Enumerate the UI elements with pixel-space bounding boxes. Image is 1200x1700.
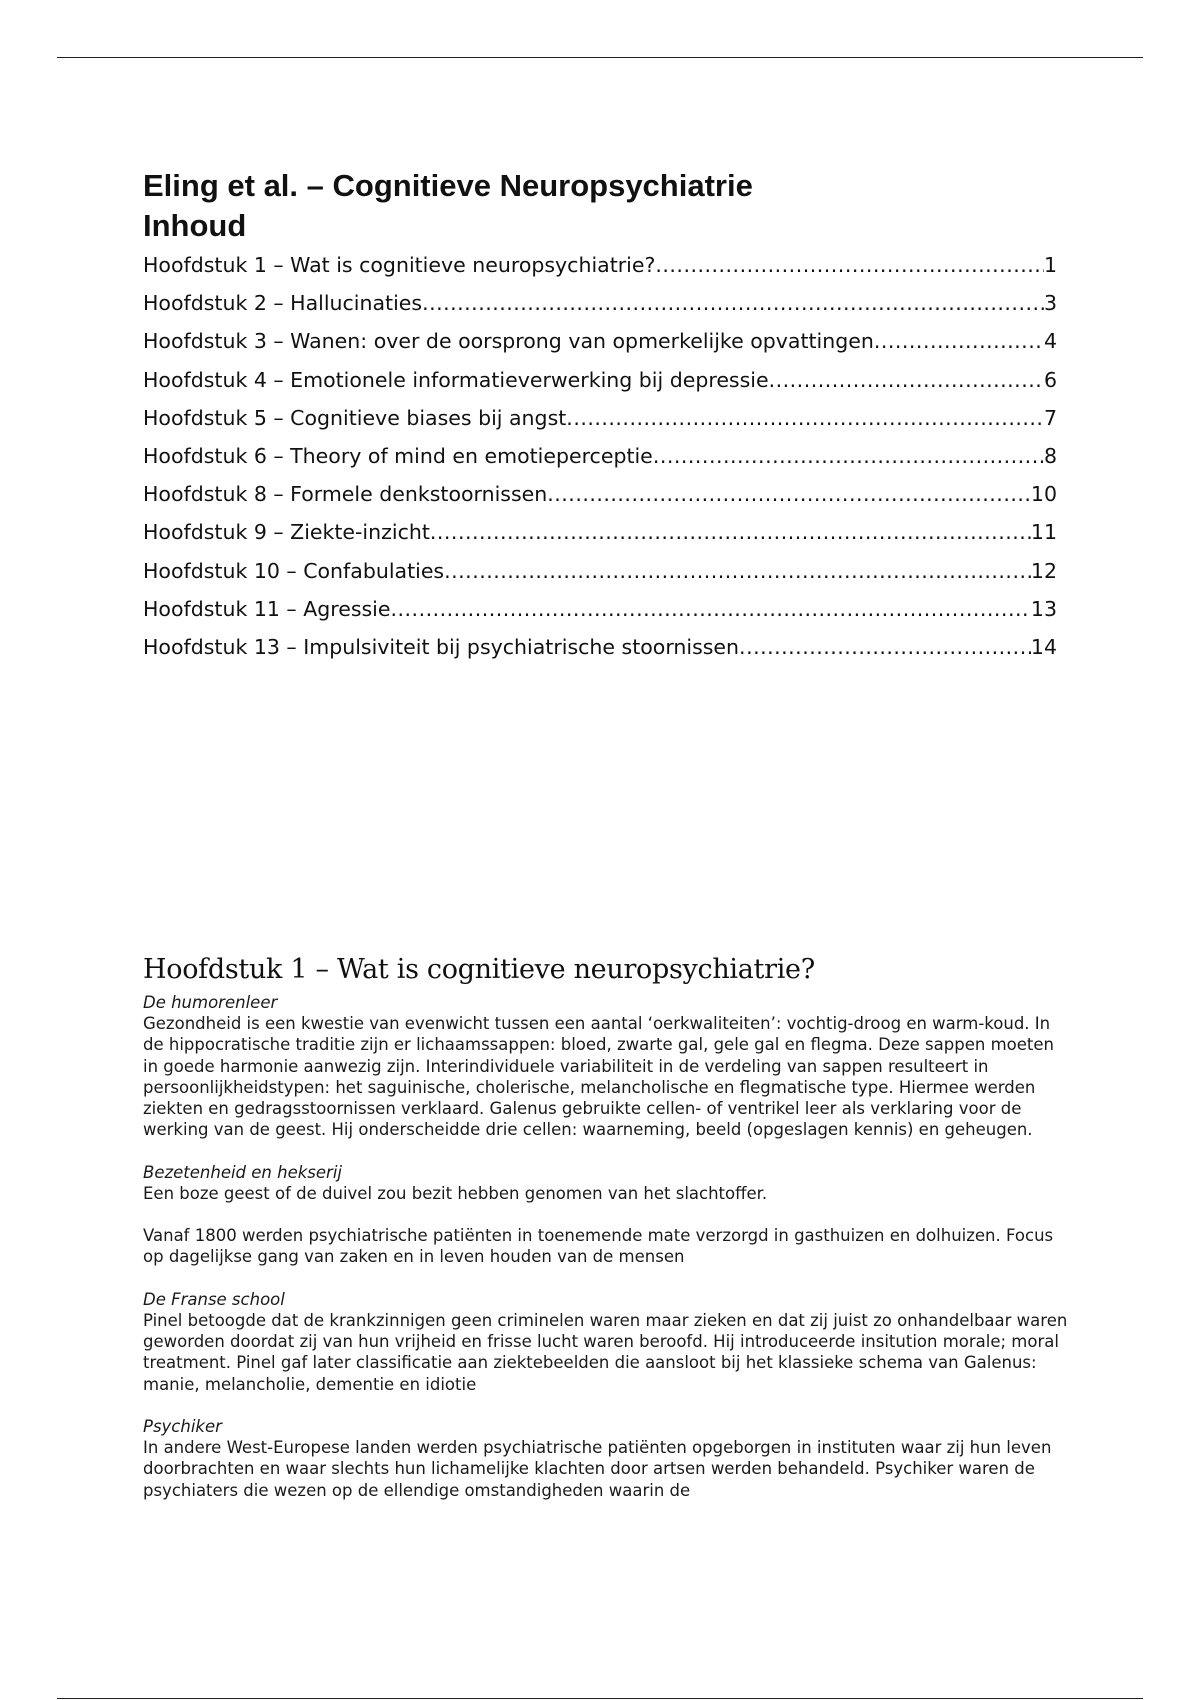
toc-leader-dots	[547, 482, 1031, 506]
section-subheading: De Franse school	[143, 1289, 285, 1309]
toc-entry-page: 12	[1030, 558, 1057, 583]
section-franse-school	[143, 1289, 1073, 1395]
toc-entry[interactable]	[143, 635, 1057, 673]
section-psychiker	[143, 1416, 1073, 1501]
toc-entry-page: 8	[1043, 443, 1057, 468]
toc-entry-page: 13	[1030, 596, 1057, 621]
toc-entry-page: 11	[1030, 520, 1057, 545]
toc-entry[interactable]	[143, 406, 1057, 444]
section-paragraph: Pinel betoogde dat de krankzinnigen geen criminelen waren maar zieken en dat zij juist zo onhandelbaar waren geworden doordat zij van hun vrijheid en frisse lucht waren beroofd. Hij introduceerde insitution morale; moral treatment. Pinel gaf later classificatie aan ziektebeelden die aansloot bij het klassieke schema van Galenus: manie, melancholie, dementie en idiotie	[143, 1311, 1068, 1394]
toc-leader-dots	[874, 329, 1044, 353]
toc-leader-dots	[655, 253, 1044, 277]
toc-entry-label: Hoofdstuk 4 – Emotionele informatieverwerking bij depressie	[143, 367, 769, 392]
section-subheading: Psychiker	[143, 1417, 222, 1436]
section-paragraph: In andere West-Europese landen werden psychiatrische patiënten opgeborgen in instituten waar zij hun leven doorbrachten en waar slechts hun lichamelijke klachten door artsen werden behandeld. Psychiker waren de psychiaters die wezen op de ellendige omstandigheden waarin de	[143, 1438, 1052, 1500]
toc-entry[interactable]	[143, 291, 1057, 329]
chapter-title: Hoofdstuk 1 – Wat is cognitieve neuropsychiatrie?	[143, 954, 815, 985]
toc-entry-page: 1	[1043, 253, 1057, 277]
toc-entry[interactable]	[143, 329, 1057, 367]
toc-entry[interactable]	[143, 253, 1057, 291]
section-subheading: Bezetenheid en hekserij	[143, 1162, 342, 1182]
toc-entry[interactable]	[143, 559, 1057, 597]
section-bezetenheid	[143, 1162, 1073, 1204]
toc-entry-label: Hoofdstuk 8 – Formele denkstoornissen	[143, 482, 548, 507]
toc-leader-dots	[769, 368, 1044, 392]
toc-entry[interactable]	[143, 520, 1057, 558]
toc-entry-label: Hoofdstuk 11 – Agressie	[143, 596, 391, 621]
toc-entry-page: 7	[1043, 405, 1057, 430]
toc-entry-label: Hoofdstuk 13 – Impulsiviteit bij psychiatrische stoornissen	[143, 634, 740, 659]
chapter-1	[143, 952, 1073, 1522]
footer-rule	[57, 1698, 1143, 1699]
toc-entry[interactable]	[143, 597, 1057, 635]
section-gasthuizen	[143, 1225, 1073, 1267]
toc-entry-label: Hoofdstuk 9 – Ziekte-inzicht	[143, 520, 430, 545]
toc-entry[interactable]	[143, 482, 1057, 520]
toc-entry[interactable]	[143, 444, 1057, 482]
toc-leader-dots	[422, 291, 1044, 315]
toc-leader-dots	[430, 520, 1031, 544]
toc-entry-label: Hoofdstuk 3 – Wanen: over de oorsprong van opmerkelijke opvattingen	[143, 329, 874, 354]
toc-entry[interactable]	[143, 368, 1057, 406]
toc-entry-page: 3	[1043, 291, 1057, 316]
section-subheading: De humorenleer	[143, 993, 278, 1012]
toc-entry-page: 10	[1030, 482, 1057, 507]
document-title: Eling et al. – Cognitieve Neuropsychiatrie	[143, 168, 753, 203]
toc-entry-page: 6	[1043, 367, 1057, 392]
toc-entry-page: 4	[1043, 329, 1057, 354]
section-paragraph: Een boze geest of de duivel zou bezit hebben genomen van het slachtoffer.	[143, 1183, 768, 1203]
toc-entry-label: Hoofdstuk 5 – Cognitieve biases bij angst	[143, 405, 567, 430]
toc-entry-label: Hoofdstuk 2 – Hallucinaties	[143, 291, 423, 316]
toc-entry-label: Hoofdstuk 10 – Confabulaties	[143, 558, 445, 583]
section-humorenleer	[143, 992, 1073, 1140]
section-paragraph: Gezondheid is een kwestie van evenwicht tussen een aantal ‘oerkwaliteiten’: vochtig-droog en warm-koud. In de hippocratische traditie zijn er lichaamssappen: bloed, zwarte gal, gele gal en flegma. Deze sappen moeten in goede harmonie aanwezig zijn. Interindividuele variabiliteit in de verdeling van sappen resulteert in persoonlijkheidstypen: het saguinische, cholerische, melancholische en flegmatische type. Hiermee werden ziekten en gedragsstoornissen verklaard. Galenus gebruikte cellen- of ventrikel leer als verklaring voor de werking van de geest. Hij onderscheidde drie cellen: waarneming, beeld (opgeslagen kennis) en geheugen.	[143, 1014, 1054, 1140]
toc-leader-dots	[739, 635, 1031, 659]
header-rule	[57, 57, 1143, 58]
toc-leader-dots	[653, 444, 1044, 468]
toc-leader-dots	[391, 597, 1031, 621]
toc-heading: Inhoud	[143, 208, 247, 243]
toc-entry-label: Hoofdstuk 1 – Wat is cognitieve neuropsychiatrie?	[143, 253, 656, 277]
toc-leader-dots	[444, 559, 1031, 583]
table-of-contents	[143, 253, 1057, 673]
toc-entry-label: Hoofdstuk 6 – Theory of mind en emotieperceptie	[143, 443, 653, 468]
toc-leader-dots	[566, 406, 1044, 430]
section-paragraph: Vanaf 1800 werden psychiatrische patiënten in toenemende mate verzorgd in gasthuizen en dolhuizen. Focus op dagelijkse gang van zaken en in leven houden van de mensen	[143, 1226, 1054, 1267]
toc-entry-page: 14	[1030, 634, 1057, 659]
